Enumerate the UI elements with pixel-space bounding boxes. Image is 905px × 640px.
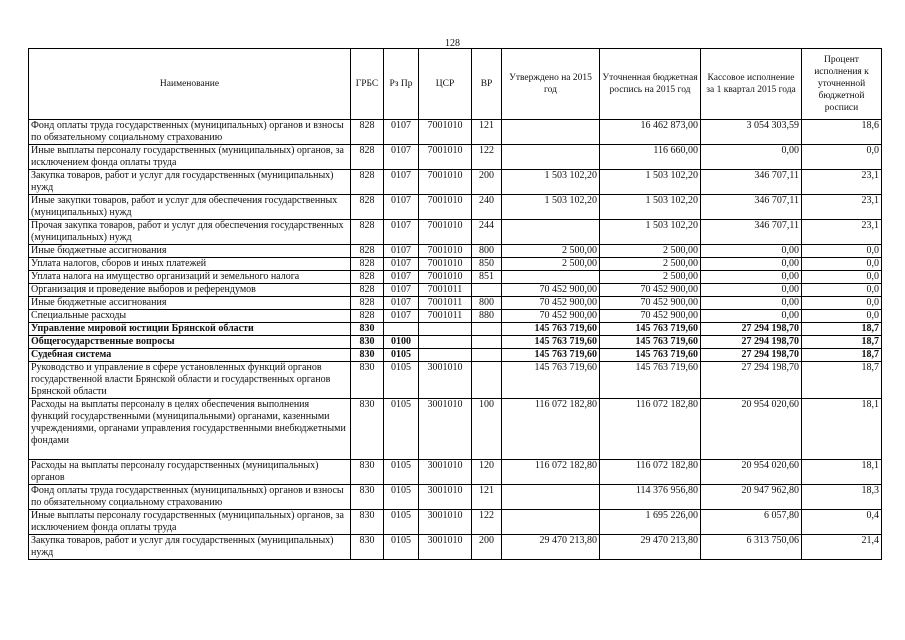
table-row: [29, 535, 882, 560]
row-approved: 29 470 213,80: [502, 535, 600, 560]
row-name: Специальные расходы: [29, 310, 351, 323]
row-vr: 200: [472, 170, 502, 195]
row-csr: 7001010: [419, 170, 472, 195]
row-cash: 0,00: [701, 258, 802, 271]
row-name: Руководство и управление в сфере установленных функций органов государственной власти Брянской области и государственных органов Брянской области: [29, 362, 351, 399]
row-grbs: 828: [351, 310, 384, 323]
row-name: Прочая закупка товаров, работ и услуг для обеспечения государственных (муниципальных) нужд: [29, 220, 351, 245]
row-cash: 20 954 020,60: [701, 460, 802, 485]
budget-table: [28, 48, 882, 560]
row-grbs: 828: [351, 220, 384, 245]
row-approved: [502, 145, 600, 170]
row-vr: 851: [472, 271, 502, 284]
row-grbs: 828: [351, 258, 384, 271]
row-percent: 18,7: [802, 336, 882, 349]
row-percent: 21,4: [802, 535, 882, 560]
row-csr: 7001010: [419, 271, 472, 284]
row-percent: 18,7: [802, 323, 882, 336]
row-cash: 346 707,11: [701, 170, 802, 195]
row-csr: 7001010: [419, 220, 472, 245]
row-name: Иные выплаты персоналу государственных (муниципальных) органов, за исключением фонда оплаты труда: [29, 145, 351, 170]
row-approved: [502, 220, 600, 245]
row-rzpr: 0100: [384, 336, 419, 349]
table-row: [29, 349, 882, 362]
table-row: [29, 271, 882, 284]
row-name: Судебная система: [29, 349, 351, 362]
row-grbs: 828: [351, 297, 384, 310]
row-rzpr: 0107: [384, 310, 419, 323]
row-vr: [472, 284, 502, 297]
row-csr: 3001010: [419, 510, 472, 535]
header-rzpr: Рз Пр: [384, 49, 419, 120]
row-grbs: 830: [351, 535, 384, 560]
row-refined: 2 500,00: [600, 258, 701, 271]
table-row: [29, 399, 882, 460]
row-refined: 70 452 900,00: [600, 284, 701, 297]
table-row: [29, 220, 882, 245]
row-rzpr: 0107: [384, 271, 419, 284]
row-cash: 27 294 198,70: [701, 336, 802, 349]
table-row: [29, 336, 882, 349]
table-row: [29, 485, 882, 510]
row-refined: 145 763 719,60: [600, 349, 701, 362]
row-name: Фонд оплаты труда государственных (муниципальных) органов и взносы по обязательному социальному страхованию: [29, 485, 351, 510]
row-approved: [502, 510, 600, 535]
row-rzpr: 0107: [384, 120, 419, 145]
row-approved: 1 503 102,20: [502, 170, 600, 195]
row-approved: 2 500,00: [502, 258, 600, 271]
row-vr: 880: [472, 310, 502, 323]
table-row: [29, 323, 882, 336]
row-grbs: 830: [351, 362, 384, 399]
row-approved: [502, 120, 600, 145]
row-grbs: 830: [351, 510, 384, 535]
row-cash: 20 954 020,60: [701, 399, 802, 460]
row-approved: 145 763 719,60: [502, 323, 600, 336]
row-refined: 1 503 102,20: [600, 170, 701, 195]
header-vr: ВР: [472, 49, 502, 120]
row-rzpr: 0107: [384, 170, 419, 195]
row-percent: 18,1: [802, 399, 882, 460]
row-percent: 18,7: [802, 349, 882, 362]
row-rzpr: 0107: [384, 245, 419, 258]
table-row: [29, 284, 882, 297]
row-grbs: 830: [351, 399, 384, 460]
row-rzpr: 0107: [384, 258, 419, 271]
row-vr: 122: [472, 145, 502, 170]
row-refined: 70 452 900,00: [600, 310, 701, 323]
row-csr: [419, 336, 472, 349]
row-rzpr: 0105: [384, 399, 419, 460]
row-rzpr: 0107: [384, 297, 419, 310]
row-refined: 2 500,00: [600, 271, 701, 284]
row-vr: 800: [472, 245, 502, 258]
row-refined: 1 503 102,20: [600, 195, 701, 220]
page-number: 128: [445, 38, 460, 49]
row-rzpr: 0107: [384, 284, 419, 297]
row-name: Уплата налогов, сборов и иных платежей: [29, 258, 351, 271]
row-approved: 116 072 182,80: [502, 460, 600, 485]
row-cash: 3 054 303,59: [701, 120, 802, 145]
row-csr: 7001011: [419, 297, 472, 310]
row-rzpr: 0107: [384, 220, 419, 245]
row-csr: 3001010: [419, 535, 472, 560]
row-percent: 0,4: [802, 510, 882, 535]
table-row: [29, 245, 882, 258]
row-grbs: 828: [351, 145, 384, 170]
row-name: Иные бюджетные ассигнования: [29, 297, 351, 310]
row-percent: 0,0: [802, 271, 882, 284]
row-percent: 18,1: [802, 460, 882, 485]
row-rzpr: 0105: [384, 510, 419, 535]
row-name: Иные бюджетные ассигнования: [29, 245, 351, 258]
row-csr: [419, 349, 472, 362]
header-cash: Кассовое исполнение за 1 квартал 2015 года: [701, 49, 802, 120]
row-approved: [502, 271, 600, 284]
row-approved: 1 503 102,20: [502, 195, 600, 220]
row-cash: 346 707,11: [701, 195, 802, 220]
row-grbs: 830: [351, 336, 384, 349]
row-csr: 3001010: [419, 460, 472, 485]
table-row: [29, 258, 882, 271]
row-vr: 121: [472, 120, 502, 145]
row-cash: 0,00: [701, 245, 802, 258]
row-refined: 29 470 213,80: [600, 535, 701, 560]
row-csr: 3001010: [419, 399, 472, 460]
row-grbs: 830: [351, 485, 384, 510]
row-name: Иные выплаты персоналу государственных (муниципальных) органов, за исключением фонда оплаты труда: [29, 510, 351, 535]
row-approved: 2 500,00: [502, 245, 600, 258]
row-refined: 114 376 956,80: [600, 485, 701, 510]
row-cash: 346 707,11: [701, 220, 802, 245]
row-vr: 120: [472, 460, 502, 485]
table-row: [29, 310, 882, 323]
row-name: Расходы на выплаты персоналу государственных (муниципальных) органов: [29, 460, 351, 485]
row-rzpr: 0107: [384, 195, 419, 220]
row-grbs: 830: [351, 460, 384, 485]
row-grbs: 830: [351, 349, 384, 362]
row-refined: 1 503 102,20: [600, 220, 701, 245]
row-cash: 0,00: [701, 145, 802, 170]
table-row: [29, 362, 882, 399]
row-percent: 0,0: [802, 297, 882, 310]
row-percent: 0,0: [802, 258, 882, 271]
table-row: [29, 510, 882, 535]
row-cash: 0,00: [701, 310, 802, 323]
row-rzpr: [384, 323, 419, 336]
row-refined: 2 500,00: [600, 245, 701, 258]
row-csr: 7001010: [419, 195, 472, 220]
row-grbs: 830: [351, 323, 384, 336]
row-approved: 145 763 719,60: [502, 349, 600, 362]
row-percent: 0,0: [802, 245, 882, 258]
row-refined: 145 763 719,60: [600, 362, 701, 399]
row-csr: 7001010: [419, 245, 472, 258]
row-grbs: 828: [351, 245, 384, 258]
row-cash: 27 294 198,70: [701, 362, 802, 399]
row-percent: 23,1: [802, 170, 882, 195]
row-cash: 0,00: [701, 297, 802, 310]
row-csr: 7001010: [419, 258, 472, 271]
header-refined: Уточненная бюджетная роспись на 2015 год: [600, 49, 701, 120]
row-cash: 0,00: [701, 271, 802, 284]
row-grbs: 828: [351, 120, 384, 145]
row-approved: 145 763 719,60: [502, 362, 600, 399]
row-vr: 200: [472, 535, 502, 560]
row-vr: [472, 349, 502, 362]
row-csr: 7001011: [419, 310, 472, 323]
row-approved: 70 452 900,00: [502, 310, 600, 323]
row-vr: 240: [472, 195, 502, 220]
table-row: [29, 145, 882, 170]
row-name: Организация и проведение выборов и референдумов: [29, 284, 351, 297]
row-vr: 121: [472, 485, 502, 510]
row-rzpr: 0107: [384, 145, 419, 170]
row-csr: 3001010: [419, 485, 472, 510]
row-grbs: 828: [351, 195, 384, 220]
row-approved: [502, 485, 600, 510]
row-cash: 6 057,80: [701, 510, 802, 535]
row-refined: 145 763 719,60: [600, 336, 701, 349]
row-approved: 70 452 900,00: [502, 284, 600, 297]
header-name: Наименование: [29, 49, 351, 120]
row-approved: 70 452 900,00: [502, 297, 600, 310]
row-rzpr: 0105: [384, 485, 419, 510]
row-name: Иные закупки товаров, работ и услуг для обеспечения государственных (муниципальных) нужд: [29, 195, 351, 220]
row-percent: 0,0: [802, 310, 882, 323]
row-cash: 27 294 198,70: [701, 349, 802, 362]
row-csr: [419, 323, 472, 336]
table-row: [29, 170, 882, 195]
row-percent: 0,0: [802, 284, 882, 297]
row-vr: [472, 323, 502, 336]
row-approved: 145 763 719,60: [502, 336, 600, 349]
row-rzpr: 0105: [384, 349, 419, 362]
row-vr: [472, 362, 502, 399]
row-percent: 0,0: [802, 145, 882, 170]
row-percent: 18,6: [802, 120, 882, 145]
row-percent: 18,7: [802, 362, 882, 399]
header-csr: ЦСР: [419, 49, 472, 120]
header-percent: Процент исполнения к уточненной бюджетной росписи: [802, 49, 882, 120]
row-csr: 7001010: [419, 145, 472, 170]
row-grbs: 828: [351, 170, 384, 195]
row-name: Закупка товаров, работ и услуг для государственных (муниципальных) нужд: [29, 535, 351, 560]
row-csr: 7001011: [419, 284, 472, 297]
row-refined: 116 072 182,80: [600, 460, 701, 485]
row-cash: 20 947 962,80: [701, 485, 802, 510]
row-rzpr: 0105: [384, 362, 419, 399]
row-refined: 70 452 900,00: [600, 297, 701, 310]
row-name: Управление мировой юстиции Брянской области: [29, 323, 351, 336]
row-csr: 3001010: [419, 362, 472, 399]
row-name: Закупка товаров, работ и услуг для государственных (муниципальных) нужд: [29, 170, 351, 195]
row-refined: 16 462 873,00: [600, 120, 701, 145]
row-refined: 116 072 182,80: [600, 399, 701, 460]
row-name: Общегосударственные вопросы: [29, 336, 351, 349]
row-refined: 116 660,00: [600, 145, 701, 170]
table-row: [29, 460, 882, 485]
row-vr: 122: [472, 510, 502, 535]
row-refined: 145 763 719,60: [600, 323, 701, 336]
row-vr: 244: [472, 220, 502, 245]
row-rzpr: 0105: [384, 460, 419, 485]
row-percent: 23,1: [802, 195, 882, 220]
row-vr: 100: [472, 399, 502, 460]
row-percent: 18,3: [802, 485, 882, 510]
header-grbs: ГРБС: [351, 49, 384, 120]
row-vr: 850: [472, 258, 502, 271]
table-row: [29, 297, 882, 310]
row-name: Уплата налога на имущество организаций и земельного налога: [29, 271, 351, 284]
header-approved: Утверждено на 2015 год: [502, 49, 600, 120]
row-name: Расходы на выплаты персоналу в целях обеспечения выполнения функций государственными (муниципальными) органами, казенными учреждениями, органами управления государственными внебюджетными фондами: [29, 399, 351, 460]
row-rzpr: 0105: [384, 535, 419, 560]
row-percent: 23,1: [802, 220, 882, 245]
row-grbs: 828: [351, 284, 384, 297]
table-row: [29, 120, 882, 145]
row-cash: 6 313 750,06: [701, 535, 802, 560]
table-row: [29, 195, 882, 220]
header-row: [29, 49, 882, 120]
row-approved: 116 072 182,80: [502, 399, 600, 460]
row-cash: 27 294 198,70: [701, 323, 802, 336]
row-vr: 800: [472, 297, 502, 310]
row-name: Фонд оплаты труда государственных (муниципальных) органов и взносы по обязательному социальному страхованию: [29, 120, 351, 145]
row-refined: 1 695 226,00: [600, 510, 701, 535]
row-grbs: 828: [351, 271, 384, 284]
row-cash: 0,00: [701, 284, 802, 297]
row-vr: [472, 336, 502, 349]
row-csr: 7001010: [419, 120, 472, 145]
